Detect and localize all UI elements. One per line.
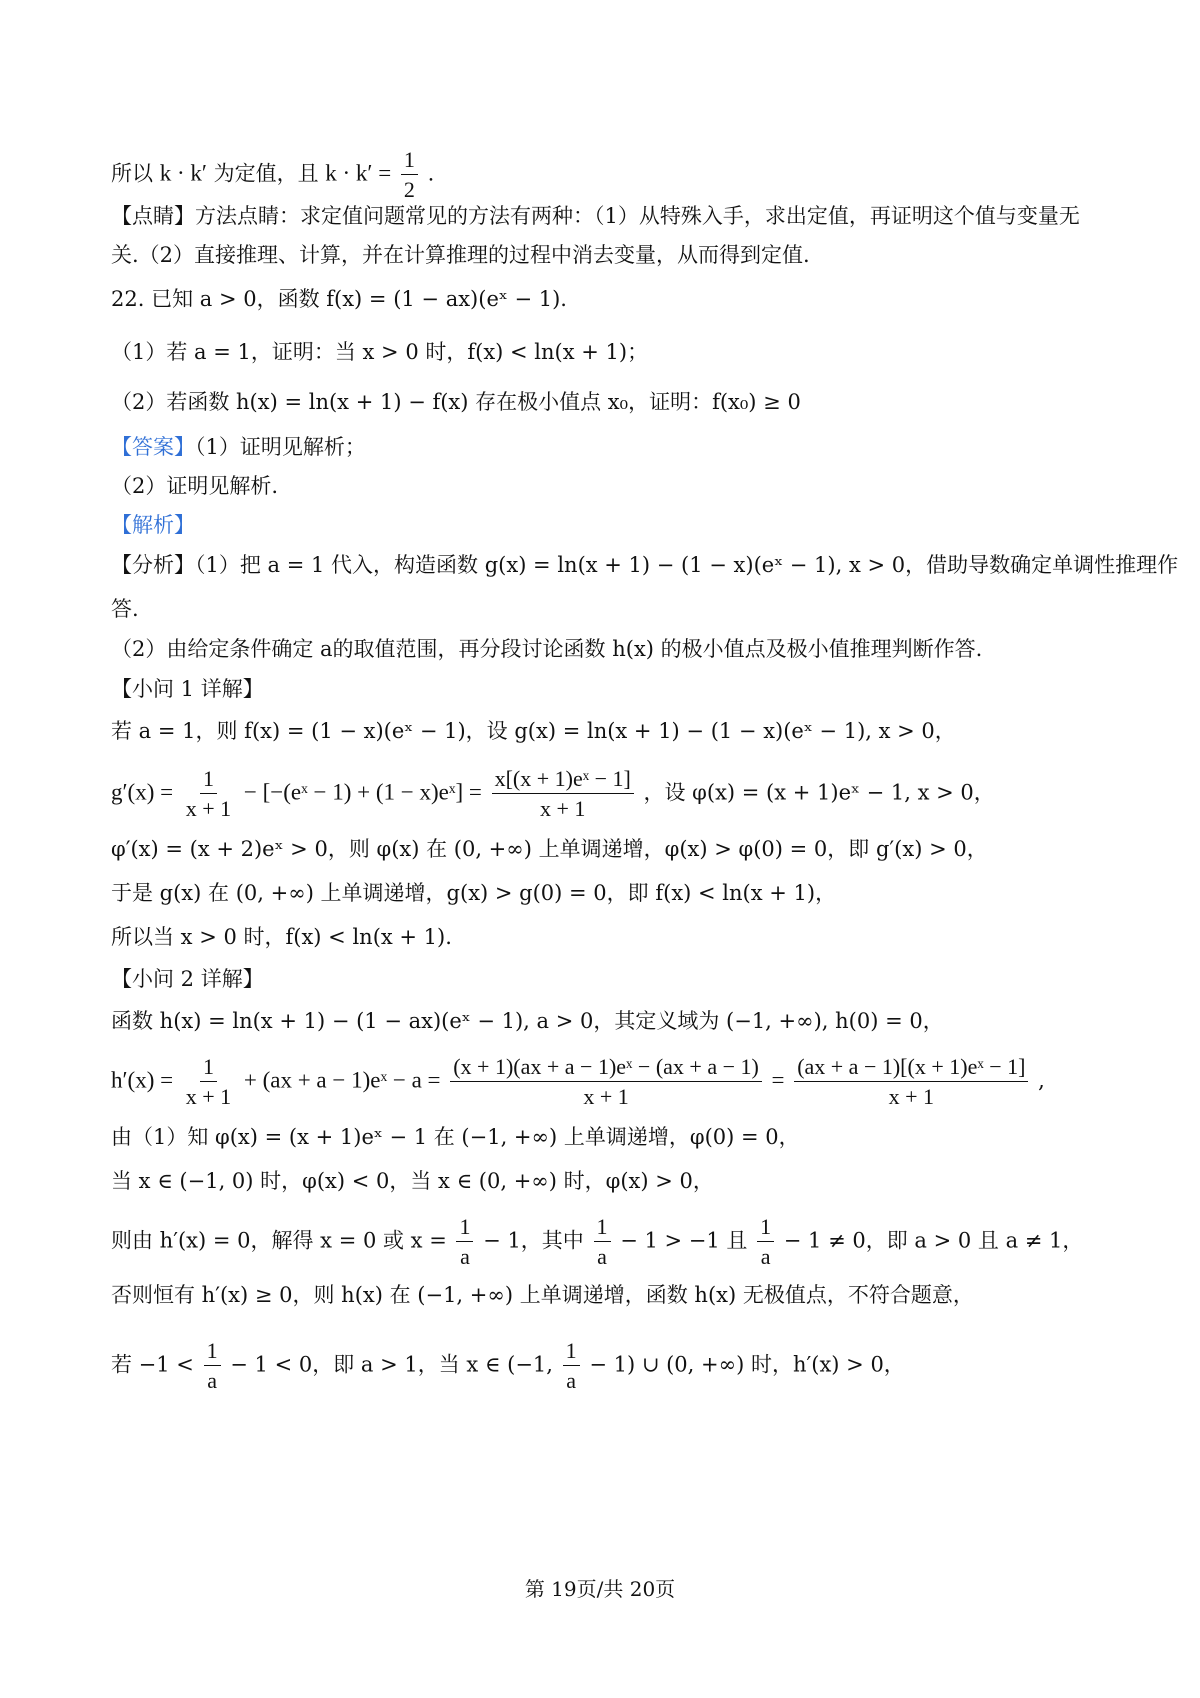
fraction: $\frac{1}{a}$: [563, 1338, 580, 1394]
solution-1-line-5: 所以当 x > 0 时，f(x) < ln(x + 1).: [111, 925, 452, 949]
solution-1-line-1: 若 a = 1，则 f(x) = (1 − x)(eˣ − 1)，设 g(x) = ln(x + 1) − (1 − x)(eˣ − 1), x > 0，: [111, 719, 956, 743]
analysis-line-1: 【分析】（1）把 a = 1 代入，构造函数 g(x) = ln(x + 1) − (1 − x)(eˣ − 1), x > 0，借助导数确定单调性推理作: [111, 553, 1179, 577]
solution-1-line-2: g′(x) = $\frac{1}{x + 1}$ − [−(eˣ − 1) + (1 − x)eˣ] = $\frac{\text{x[(x + 1)eˣ − 1]}}{x + 1}$ ，设 φ(x) = (x + 1)eˣ − 1, x > 0，: [111, 766, 995, 822]
line-conclusion: 所以 k · k′ 为定值，且 k · k′ = $\frac{1}{2}$ .: [111, 147, 435, 203]
answer-line-1: 【答案】（1）证明见解析；: [111, 435, 366, 459]
answer-label: 【答案】: [111, 435, 195, 459]
solution-2-line-1: 函数 h(x) = ln(x + 1) − (1 − ax)(eˣ − 1), a > 0，其定义域为 (−1, +∞), h(0) = 0，: [111, 1009, 944, 1033]
fraction: $\frac{1}{a}$: [456, 1214, 473, 1270]
line-tip-2: 关.（2）直接推理、计算，并在计算推理的过程中消去变量，从而得到定值.: [111, 243, 810, 267]
solution-2-line-2: h′(x) = $\frac{1}{x + 1}$ + (ax + a − 1)eˣ − a = $\frac{\text{(x + 1)(ax + a − 1)eˣ − (ax + a − 1)}}{x + 1}$ = $\frac{\text{(ax + a − 1)[(x + 1)eˣ − 1]}}{x + 1}$ ,: [111, 1054, 1045, 1110]
problem-22-part-1: （1）若 a = 1，证明：当 x > 0 时，f(x) < ln(x + 1)；: [111, 340, 649, 364]
analysis-line-3: （2）由给定条件确定 a的取值范围，再分段讨论函数 h(x) 的极小值点及极小值推理判断作答.: [111, 637, 983, 661]
solution-2-line-7: 若 −1 < $\frac{1}{a}$ − 1 < 0，即 a > 1，当 x ∈ (−1, $\frac{1}{a}$ − 1) ∪ (0, +∞) 时，h′(x) > 0，: [111, 1338, 905, 1394]
analysis-label: 【解析】: [111, 513, 195, 537]
solution-1-line-3: φ′(x) = (x + 2)eˣ > 0，则 φ(x) 在 (0, +∞) 上单调递增，φ(x) > φ(0) = 0，即 g′(x) > 0，: [111, 837, 988, 861]
solution-2-line-4: 当 x ∈ (−1, 0) 时，φ(x) < 0，当 x ∈ (0, +∞) 时，φ(x) > 0，: [111, 1169, 714, 1193]
solution-2-line-3: 由（1）知 φ(x) = (x + 1)eˣ − 1 在 (−1, +∞) 上单调递增，φ(0) = 0，: [111, 1125, 800, 1149]
fraction: $\frac{1}{x + 1}$: [185, 766, 232, 822]
subquestion-2-heading: 【小问 2 详解】: [111, 967, 264, 991]
fraction: $\frac{1}{a}$: [594, 1214, 611, 1270]
subquestion-1-heading: 【小问 1 详解】: [111, 677, 264, 701]
fraction: $\frac{\text{(ax + a − 1)[(x + 1)eˣ − 1]}}{x + 1}$: [794, 1054, 1028, 1110]
fraction: $\frac{1}{a}$: [204, 1338, 221, 1394]
analysis-line-2: 答.: [111, 597, 139, 621]
answer-line-2: （2）证明见解析.: [111, 474, 279, 498]
problem-22-part-2: （2）若函数 h(x) = ln(x + 1) − f(x) 存在极小值点 x₀，证明：f(x₀) ≥ 0: [111, 390, 801, 414]
page-footer: 第 19页/共 20页: [524, 1577, 676, 1601]
solution-2-line-6: 否则恒有 h′(x) ≥ 0，则 h(x) 在 (−1, +∞) 上单调递增，函数 h(x) 无极值点，不符合题意，: [111, 1283, 974, 1307]
problem-22-statement: 22. 已知 a > 0，函数 f(x) = (1 − ax)(eˣ − 1).: [111, 287, 567, 311]
fraction: $\frac{\text{x[(x + 1)eˣ − 1]}}{x + 1}$: [492, 766, 634, 822]
solution-2-line-5: 则由 h′(x) = 0，解得 x = 0 或 x = $\frac{1}{a}$ − 1，其中 $\frac{1}{a}$ − 1 > −1 且 $\frac{1}{a}$ − 1 ≠ 0，即 a > 0 且 a ≠ 1，: [111, 1214, 1084, 1270]
fraction: $\frac{\text{(x + 1)(ax + a − 1)eˣ − (ax + a − 1)}}{x + 1}$: [450, 1054, 762, 1110]
line-tip-1: 【点睛】方法点睛：求定值问题常见的方法有两种：（1）从特殊入手，求出定值，再证明这个值与变量无: [111, 204, 1080, 228]
fraction: $\frac{1}{x + 1}$: [185, 1054, 232, 1110]
fraction: $\frac{1}{a}$: [757, 1214, 774, 1270]
solution-1-line-4: 于是 g(x) 在 (0, +∞) 上单调递增，g(x) > g(0) = 0，即 f(x) < ln(x + 1)，: [111, 881, 837, 905]
fraction-half: $\frac{1}{2}$: [401, 147, 418, 203]
